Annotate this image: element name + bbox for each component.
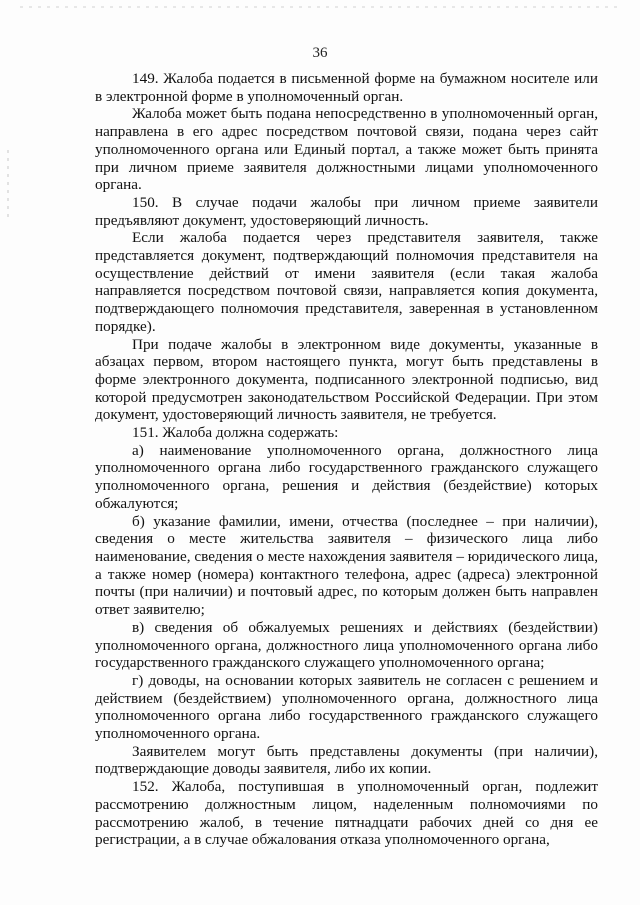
paragraph: 149. Жалоба подается в письменной форме на бумажном носителе или в электронной форме в уполномоченный орган. [95, 70, 598, 105]
scan-artifact-left [7, 150, 9, 220]
paragraph: 150. В случае подачи жалобы при личном приеме заявители предъявляют документ, удостоверяющий личность. [95, 193, 598, 229]
scan-artifact-top [20, 6, 620, 8]
paragraph: б) указание фамилии, имени, отчества (последнее – при наличии), сведения о месте жительства заявителя – физического лица либо наименование, сведения о месте нахождения заявителя – юридического лица, а также номер (номера) контактного телефона, адрес (адреса) электронной почты (при наличии) и почтовый адрес, по которым должен быть направлен ответ заявителю; [95, 512, 598, 619]
paragraph: При подаче жалобы в электронном виде документы, указанные в абзацах первом, втором настоящего пункта, могут быть представлены в форме электронного документа, подписанного электронной подписью, вид которой предусмотрен законодательством Российской Федерации. При этом документ, удостоверяющий личность заявителя, не требуется. [95, 335, 598, 424]
paragraph: г) доводы, на основании которых заявитель не согласен с решением и действием (бездействием) уполномоченного органа, должностного лица уполномоченного органа либо государственного гражданского служащего уполномоченного органа. [95, 671, 598, 743]
paragraph: Жалоба может быть подана непосредственно в уполномоченный орган, направлена в его адрес посредством почтовой связи, подана через сайт уполномоченного органа или Единый портал, а также может быть принята при личном приеме заявителя должностными лицами уполномоченного органа. [95, 105, 598, 194]
paragraph: в) сведения об обжалуемых решениях и действиях (бездействии) уполномоченного органа, должностного лица уполномоченного органа либо государственного гражданского служащего уполномоченного органа; [95, 618, 598, 672]
paragraph: Если жалоба подается через представителя заявителя, также представляется документ, подтверждающий полномочия представителя на осуществление действий от имени заявителя (если такая жалоба направляется посредством почтовой связи, направляется копия документа, подтверждающего полномочия представителя, заверенная в установленном порядке). [95, 229, 598, 335]
paragraph: Заявителем могут быть представлены документы (при наличии), подтверждающие доводы заявителя, либо их копии. [95, 742, 598, 778]
paragraph: а) наименование уполномоченного органа, должностного лица уполномоченного органа либо государственного гражданского служащего уполномоченного органа, решения и действия (бездействие) которых обжалуются; [95, 441, 598, 512]
paragraph: 151. Жалоба должна содержать: [132, 424, 339, 442]
paragraph: 152. Жалоба, поступившая в уполномоченный орган, подлежит рассмотрению должностным лицом, наделенным полномочиями по рассмотрению жалоб, в течение пятнадцати рабочих дней со дня ее регистрации, а в случае обжалования отказа уполномоченного органа, [95, 778, 598, 849]
page-number: 36 [312, 45, 328, 61]
document-body [95, 70, 598, 849]
